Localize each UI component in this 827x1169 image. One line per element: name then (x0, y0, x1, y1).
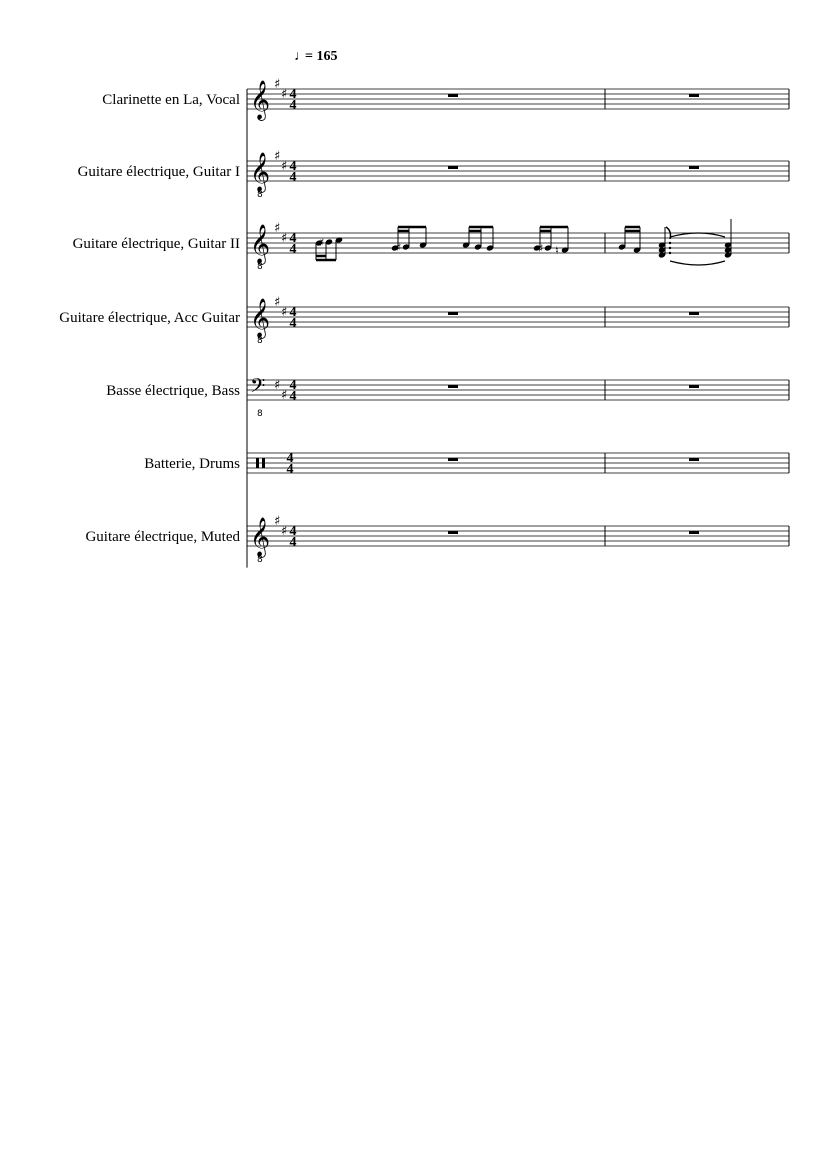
time-signature-top: 4 (289, 305, 297, 320)
staff (73, 219, 789, 272)
sharp-icon: ♯ (274, 378, 281, 393)
treble-clef-icon: 𝄞 (250, 152, 271, 192)
system (59, 77, 789, 568)
treble-clef-icon: 𝄞 (250, 517, 271, 557)
sharp-icon: ♯ (274, 221, 281, 236)
time-signature-top: 4 (289, 378, 297, 393)
time-signature-top: 4 (289, 231, 297, 246)
sharp-icon: ♯ (281, 159, 288, 174)
octave-mark: 8 (257, 555, 263, 565)
treble-clef-icon: 𝄞 (250, 298, 271, 338)
staff (85, 514, 789, 565)
dot (669, 247, 671, 249)
treble-clef-icon: 𝄞 (250, 80, 271, 120)
whole-rest (448, 94, 458, 97)
staff (106, 374, 789, 419)
time-signature-top: 4 (289, 159, 297, 174)
sharp-icon: ♯ (396, 241, 402, 254)
octave-mark: 8 (257, 262, 263, 272)
whole-rest (689, 531, 699, 534)
whole-rest (689, 385, 699, 388)
staff-label: Clarinette en La, Vocal (102, 92, 240, 108)
time-signature-bottom: 4 (286, 462, 294, 477)
sharp-icon: ♯ (274, 149, 281, 164)
time-signature-top: 4 (289, 524, 297, 539)
tempo-value: = 165 (305, 49, 338, 64)
sharp-icon: ♯ (281, 388, 288, 403)
percussion-clef-icon (256, 458, 259, 468)
percussion-clef-icon (262, 458, 265, 468)
whole-rest (448, 312, 458, 315)
tempo-note-icon: ♩ (294, 49, 308, 64)
staff (59, 295, 789, 346)
time-signature-bottom: 4 (289, 98, 297, 113)
natural-icon: ♮ (555, 244, 559, 257)
tempo-marking (294, 49, 337, 64)
staff-label: Batterie, Drums (144, 456, 240, 472)
octave-mark: 8 (257, 336, 263, 346)
octave-mark: 8 (257, 190, 263, 200)
sharp-icon: ♯ (281, 305, 288, 320)
sharp-icon: ♯ (274, 295, 281, 310)
whole-rest (689, 94, 699, 97)
time-signature-bottom: 4 (289, 389, 297, 404)
time-signature-bottom: 4 (289, 242, 297, 257)
dot (669, 252, 671, 254)
treble-clef-icon: 𝄞 (250, 224, 271, 264)
tie (670, 261, 725, 265)
whole-rest (689, 458, 699, 461)
staff-label: Guitare électrique, Muted (85, 529, 240, 545)
whole-rest (448, 385, 458, 388)
staff-label: Guitare électrique, Acc Guitar (59, 310, 240, 326)
bass-clef-icon: 𝄢 (250, 374, 266, 402)
staff (102, 77, 789, 121)
sharp-icon: ♯ (319, 236, 325, 249)
time-signature-bottom: 4 (289, 535, 297, 550)
sharp-icon: ♯ (281, 231, 288, 246)
time-signature-top: 4 (289, 87, 297, 102)
tie (670, 233, 725, 237)
octave-mark: 8 (257, 409, 263, 419)
whole-rest (689, 312, 699, 315)
time-signature-bottom: 4 (289, 170, 297, 185)
sharp-icon: ♯ (281, 87, 288, 102)
sharp-icon: ♯ (274, 77, 281, 92)
whole-rest (689, 166, 699, 169)
whole-rest (448, 166, 458, 169)
staff-label: Basse électrique, Bass (106, 383, 240, 399)
dot (669, 242, 671, 244)
sharp-icon: ♯ (281, 524, 288, 539)
sharp-icon: ♯ (538, 242, 544, 255)
time-signature-bottom: 4 (289, 316, 297, 331)
whole-rest (448, 531, 458, 534)
whole-rest (448, 458, 458, 461)
staff-label: Guitare électrique, Guitar I (77, 164, 240, 180)
time-signature-top: 4 (286, 451, 294, 466)
sharp-icon: ♯ (274, 514, 281, 529)
staff-label: Guitare électrique, Guitar II (72, 236, 240, 252)
staff (78, 149, 789, 200)
staff (144, 451, 789, 477)
